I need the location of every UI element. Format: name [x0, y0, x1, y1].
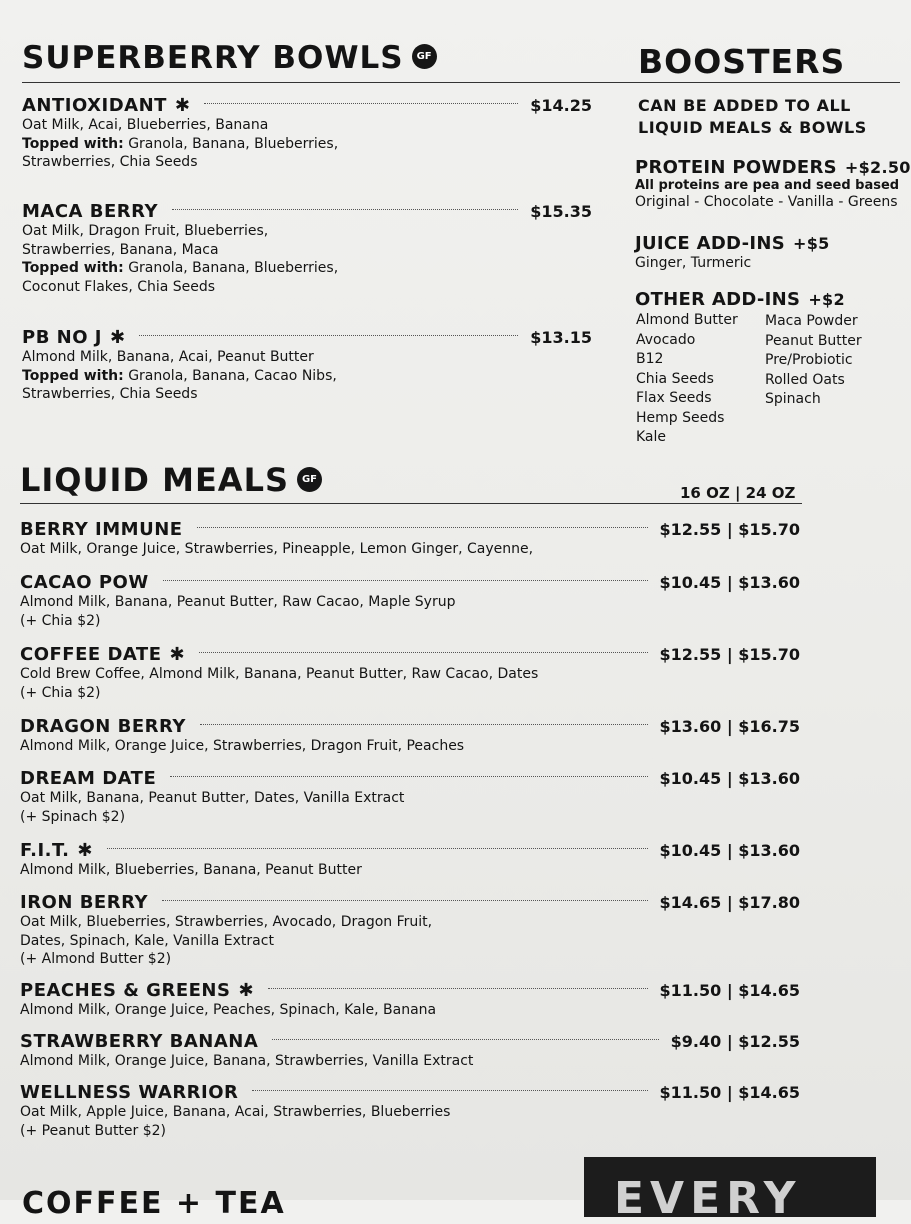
dot-leader — [199, 652, 648, 653]
item-name: BERRY IMMUNE — [20, 519, 183, 540]
addin-item: Chia Seeds — [636, 370, 714, 387]
item-name: F.I.T. — [20, 840, 70, 861]
boosters-subtitle: CAN BE ADDED TO ALL — [638, 96, 851, 115]
juice-options: Ginger, Turmeric — [635, 255, 752, 271]
item-ingredients: Oat Milk, Dragon Fruit, Blueberries, — [22, 223, 269, 239]
dot-leader — [200, 724, 648, 725]
juice-addins-heading: JUICE ADD-INS +$5 — [635, 233, 830, 254]
item-name: CACAO POW — [20, 572, 149, 593]
item-name: STRAWBERRY BANANA — [20, 1031, 259, 1052]
item-ingredients: Almond Milk, Orange Juice, Banana, Strawberries, Vanilla Extract — [20, 1053, 474, 1069]
gf-badge: GF — [412, 44, 437, 69]
item-name: COFFEE DATE — [20, 644, 162, 665]
dot-leader — [170, 776, 647, 777]
item-name: MACA BERRY — [22, 201, 159, 222]
liquid-item-wellness-warrior — [20, 1082, 800, 1140]
asterisk-icon: ✱ — [174, 95, 191, 116]
bowl-item-antioxidant — [22, 95, 592, 172]
liquid-item-coffee-date — [20, 644, 800, 702]
menu-item-row — [20, 519, 800, 540]
item-ingredients: Almond Milk, Banana, Peanut Butter, Raw Cacao, Maple Syrup — [20, 594, 456, 610]
item-name: DREAM DATE — [20, 768, 157, 789]
menu-item-row — [20, 840, 800, 861]
liquid-meals-header — [20, 461, 322, 499]
liquid-item-dream-date — [20, 768, 800, 826]
addin-item: Hemp Seeds — [636, 409, 725, 426]
boosters-subtitle-cont: LIQUID MEALS & BOWLS — [638, 118, 867, 137]
bowl-item-pb-no-j — [22, 327, 592, 404]
item-ingredients: Almond Milk, Banana, Acai, Peanut Butter — [22, 349, 314, 365]
asterisk-icon: ✱ — [169, 644, 185, 665]
juice-addins-block — [635, 233, 900, 274]
item-name: DRAGON BERRY — [20, 716, 186, 737]
item-ingredients: Almond Milk, Orange Juice, Strawberries, Dragon Fruit, Peaches — [20, 738, 465, 754]
item-price: $10.45 | $13.60 — [659, 573, 800, 592]
menu-item-row — [20, 1082, 800, 1103]
item-price: $11.50 | $14.65 — [659, 981, 800, 1000]
liquid-rule — [20, 503, 802, 504]
item-addon: (+ Peanut Butter $2) — [20, 1122, 167, 1139]
item-price: $11.50 | $14.65 — [659, 1083, 800, 1102]
item-toppings-cont: Coconut Flakes, Chia Seeds — [22, 278, 216, 295]
item-price: $12.55 | $15.70 — [659, 520, 800, 539]
protein-options: Original - Chocolate - Vanilla - Greens — [635, 194, 898, 210]
addin-item: Flax Seeds — [636, 390, 712, 406]
addin-item: Spinach — [765, 391, 821, 407]
menu-item-row — [22, 95, 592, 116]
size-header: 16 OZ | 24 OZ — [680, 484, 796, 502]
item-price: $10.45 | $13.60 — [659, 841, 800, 860]
menu-item-row — [20, 980, 800, 1001]
menu-item-row — [20, 572, 800, 593]
item-price: $10.45 | $13.60 — [659, 769, 800, 788]
liquid-item-berry-immune — [20, 519, 800, 559]
item-ingredients: Cold Brew Coffee, Almond Milk, Banana, Peanut Butter, Raw Cacao, Dates — [20, 666, 539, 682]
gf-badge: GF — [297, 467, 322, 492]
menu-item-row — [20, 768, 800, 789]
liquid-item-dragon-berry — [20, 716, 800, 756]
menu-item-row — [20, 644, 800, 665]
addin-item: B12 — [636, 351, 664, 367]
protein-note: All proteins are pea and seed based — [635, 178, 900, 193]
item-name: PB NO J — [22, 327, 103, 348]
addin-item: Maca Powder — [765, 313, 858, 329]
item-name: IRON BERRY — [20, 892, 148, 913]
other-addins-block — [635, 289, 900, 310]
addin-item: Kale — [636, 429, 667, 445]
boosters-panel — [638, 42, 900, 139]
dot-leader — [107, 848, 648, 849]
addin-item: Peanut Butter — [765, 332, 862, 349]
item-ingredients: Almond Milk, Blueberries, Banana, Peanut Butter — [20, 862, 362, 878]
item-toppings-cont: Strawberries, Chia Seeds — [22, 154, 198, 170]
menu-item-row — [22, 327, 592, 348]
item-price: $13.60 | $16.75 — [659, 717, 800, 736]
addin-item: Almond Butter — [636, 312, 738, 328]
liquid-item-iron-berry — [20, 892, 800, 969]
item-price: $13.15 — [530, 328, 592, 347]
asterisk-icon: ✱ — [110, 327, 126, 348]
item-price: $15.35 — [530, 202, 592, 221]
promo-sign — [584, 1157, 876, 1224]
addin-item: Avocado — [636, 331, 696, 348]
bowl-item-maca-berry — [22, 201, 592, 296]
liquid-item-fit — [20, 840, 800, 880]
dot-leader — [172, 209, 518, 210]
item-toppings: Topped with: Granola, Banana, Blueberries, — [22, 135, 339, 152]
item-ingredients: Oat Milk, Apple Juice, Banana, Acai, Strawberries, Blueberries — [20, 1104, 451, 1120]
item-name: ANTIOXIDANT — [22, 95, 167, 116]
protein-price: +$2.50 — [844, 158, 911, 177]
liquid-item-cacao-pow — [20, 572, 800, 630]
liquid-item-strawberry-banana — [20, 1031, 800, 1071]
dot-leader — [163, 580, 648, 581]
next-section-title: COFFEE + TEA — [22, 1186, 286, 1221]
asterisk-icon: ✱ — [77, 840, 93, 861]
item-name: PEACHES & GREENS — [20, 980, 231, 1001]
item-ingredients-cont: Dates, Spinach, Kale, Vanilla Extract — [20, 932, 274, 949]
promo-sign-text: EVERY — [614, 1173, 802, 1224]
superberry-title: SUPERBERRY BOWLS GF — [22, 40, 437, 76]
item-ingredients-cont: Strawberries, Banana, Maca — [22, 241, 219, 258]
item-price: $9.40 | $12.55 — [670, 1032, 800, 1051]
menu-item-row — [20, 892, 800, 913]
item-ingredients: Almond Milk, Orange Juice, Peaches, Spinach, Kale, Banana — [20, 1002, 437, 1018]
menu-item-row — [22, 201, 592, 222]
item-toppings: Topped with: Granola, Banana, Cacao Nibs, — [22, 367, 337, 384]
dot-leader — [162, 900, 648, 901]
juice-price: +$5 — [793, 234, 830, 253]
addin-item: Pre/Probiotic — [765, 352, 853, 368]
item-price: $14.25 — [530, 96, 592, 115]
liquid-item-peaches-greens — [20, 980, 800, 1020]
item-ingredients: Oat Milk, Blueberries, Strawberries, Avocado, Dragon Fruit, — [20, 914, 433, 930]
dot-leader — [268, 988, 648, 989]
other-price: +$2 — [808, 290, 845, 309]
item-addon: (+ Chia $2) — [20, 684, 101, 701]
menu-item-row — [20, 716, 800, 737]
protein-powders-heading: PROTEIN POWDERS +$2.50 — [635, 157, 911, 178]
dot-leader — [139, 335, 518, 336]
item-ingredients: Oat Milk, Acai, Blueberries, Banana — [22, 117, 269, 133]
menu-item-row — [20, 1031, 800, 1052]
item-addon: (+ Spinach $2) — [20, 808, 126, 825]
dot-leader — [252, 1090, 647, 1091]
item-toppings-cont: Strawberries, Chia Seeds — [22, 386, 198, 402]
item-ingredients: Oat Milk, Banana, Peanut Butter, Dates, Vanilla Extract — [20, 790, 405, 806]
dot-leader — [204, 103, 518, 104]
dot-leader — [197, 527, 648, 528]
asterisk-icon: ✱ — [238, 980, 254, 1001]
addin-item: Rolled Oats — [765, 371, 845, 388]
item-ingredients: Oat Milk, Orange Juice, Strawberries, Pineapple, Lemon Ginger, Cayenne, — [20, 541, 534, 557]
item-price: $14.65 | $17.80 — [659, 893, 800, 912]
boosters-title: BOOSTERS — [638, 42, 846, 81]
addins-column-2 — [765, 312, 862, 410]
other-addins-heading: OTHER ADD-INS +$2 — [635, 289, 845, 310]
dot-leader — [272, 1039, 658, 1040]
item-addon: (+ Chia $2) — [20, 612, 101, 629]
item-price: $12.55 | $15.70 — [659, 645, 800, 664]
addins-column-1 — [636, 311, 738, 448]
item-name: WELLNESS WARRIOR — [20, 1082, 239, 1103]
item-addon: (+ Almond Butter $2) — [20, 951, 172, 967]
superberry-header — [22, 40, 437, 76]
protein-powders-block — [635, 157, 911, 213]
item-toppings: Topped with: Granola, Banana, Blueberries, — [22, 260, 339, 276]
liquid-meals-title: LIQUID MEALS GF — [20, 461, 322, 499]
